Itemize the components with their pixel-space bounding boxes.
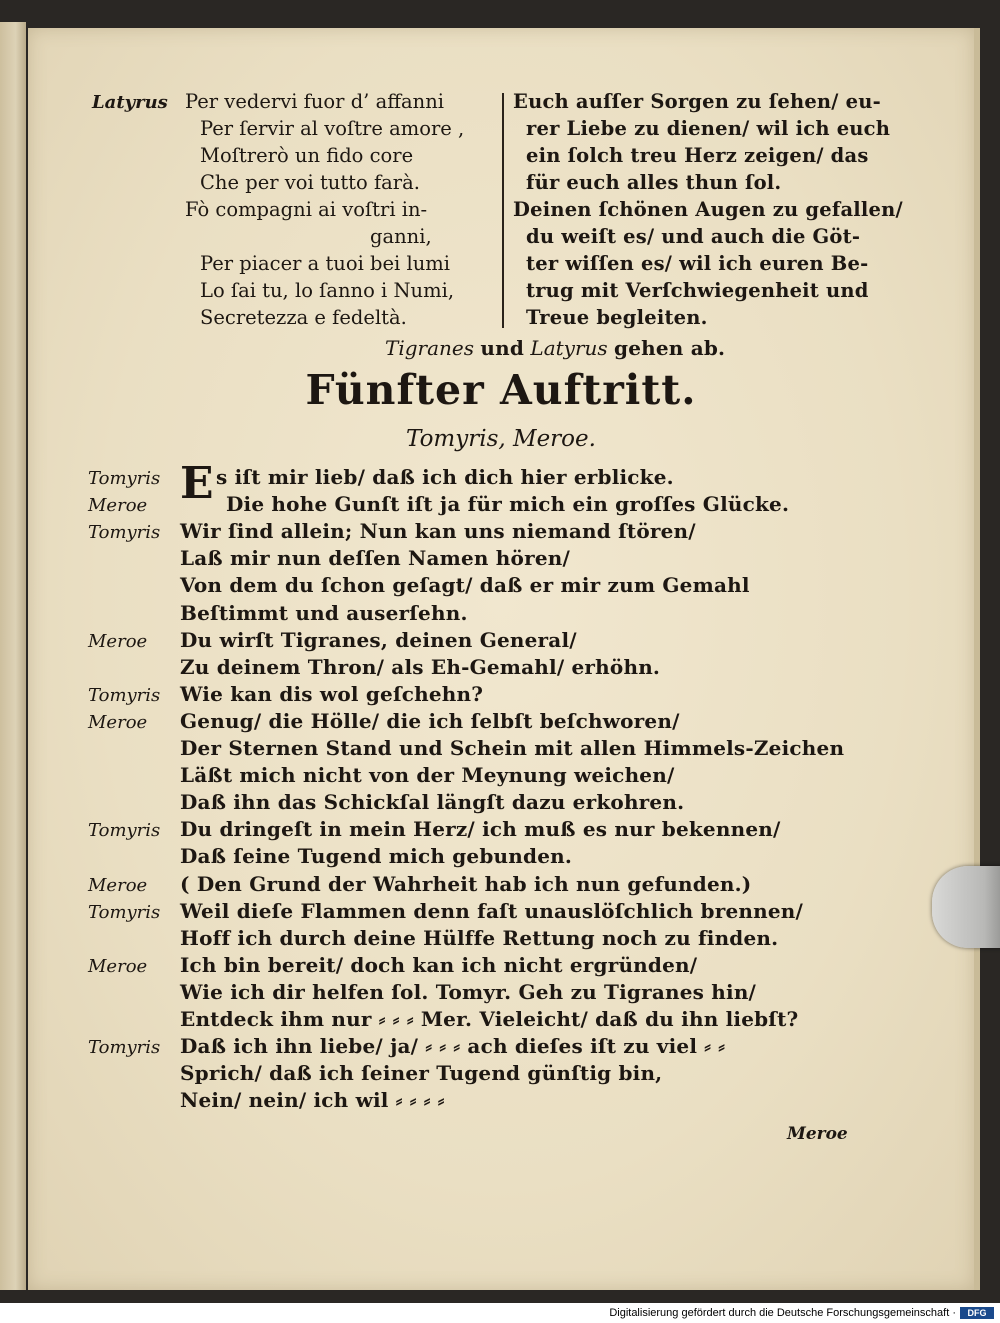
dialogue-line: Du wirſt Tigranes, deinen General/ [180,627,577,652]
german-line-8: trug mit Verſchwiegenheit und [526,279,869,302]
italian-line-3: Moſtrerò un fido core [200,144,414,167]
column-rule [502,93,504,328]
dialogue-line: Genug/ die Hölle/ die ich ſelbſt beſchworen/ [180,708,680,733]
catchword: Meroe [787,1124,848,1144]
stage-direction [385,336,725,360]
scene-title: Fünfter Auftritt. [305,366,697,414]
speaker-label: Tomyris [88,684,161,706]
dialogue-line: Läßt mich nicht von der Meynung weichen/ [180,763,675,788]
dialogue-line: Daß ihn das Schickſal längſt dazu erkohren. [180,790,685,815]
dialogue-line: Du dringeſt in mein Herz/ ich muß es nur bekennen/ [180,817,781,842]
dialogue-line: Der Sternen Stand und Schein mit allen Himmels-Zeichen [180,736,845,760]
stage-direction-und: und [480,336,525,360]
stage-direction-verb: gehen ab. [614,336,726,360]
dialogue-line: Nein/ nein/ ich wil ⸗ ⸗ ⸗ ⸗ [180,1088,445,1113]
speaker-latyrus: Latyrus [92,92,168,113]
dialogue-line: Wie ich dir helfen ſol. Tomyr. Geh zu Tigranes hin/ [180,979,757,1004]
speaker-label: Tomyris [88,901,161,923]
dialogue-line: Daß ich ihn liebe/ ja/ ⸗ ⸗ ⸗ ach dieſes iſt zu viel ⸗ ⸗ [180,1034,726,1059]
stage-direction-name-1: Tigranes [385,336,475,360]
italian-line-2: Per ſervir al voſtre amore , [200,117,465,140]
german-line-7: ter wiſſen es/ wil ich euren Be- [526,252,869,275]
speaker-label: Tomyris [88,1037,161,1059]
italian-line-9: Secretezza e fedeltà. [200,306,407,329]
speaker-label: Meroe [88,955,148,977]
dialogue-line: Von dem du ſchon geſagt/ daß er mir zum Gemahl [180,573,750,598]
italian-line-5: Fò compagni ai voſtri in- [185,198,428,221]
german-line-6: du weiſt es/ und auch die Göt- [526,225,861,248]
dialogue-line: Wie kan dis wol geſchehn? [180,681,484,706]
right-page-edge [974,28,980,1290]
speaker-label: Meroe [88,630,148,652]
dialogue-line: Sprich/ daß ich ſeiner Tugend günſtig bin, [180,1061,663,1086]
speaker-label: Tomyris [88,820,161,842]
scene-persons: Tomyris, Meroe. [406,426,596,452]
decorated-initial: E [180,458,214,509]
german-line-4: für euch alles thun ſol. [526,171,782,194]
german-line-5: Deinen ſchönen Augen zu gefallen/ [513,198,903,221]
speaker-label: Meroe [88,495,148,517]
dialogue-line: Laß mir nun deſſen Namen hören/ [180,546,570,571]
dialogue-line: Hoff ich durch deine Hülffe Rettung noch zu finden. [180,925,779,950]
speaker-label: Meroe [88,874,148,896]
dialogue-line: s iſt mir lieb/ daß ich dich hier erblicke. [216,465,674,489]
dialogue-line: Die hohe Gunſt iſt ja für mich ein groſſes Glücke. [226,492,790,517]
dialogue-line: Wir ſind allein; Nun kan uns niemand ſtören/ [180,519,696,544]
dialogue-line: Zu deinem Thron/ als Eh-Gemahl/ erhöhn. [180,654,661,679]
speaker-label: Tomyris [88,468,161,489]
italian-line-8: Lo ſai tu, lo ſanno i Numi, [200,279,455,302]
german-line-2: rer Liebe zu dienen/ wil ich euch [526,117,891,140]
dialogue-line: Weil dieſe Flammen denn faſt unauslöſchlich brennen/ [180,898,804,923]
dialogue-line: Ich bin bereit/ doch kan ich nicht ergründen/ [180,952,698,977]
italian-line-7: Per piacer a tuoi bei lumi [200,252,451,275]
italian-line-1: Per vedervi fuor d’ affanni [185,90,445,113]
german-line-1: Euch auſſer Sorgen zu ſehen/ eu- [513,90,881,113]
german-line-9: Treue begleiten. [526,306,708,329]
dialogue-line: ( Den Grund der Wahrheit hab ich nun gefunden.) [180,871,752,896]
dialogue-line: Daß ſeine Tugend mich gebunden. [180,844,573,869]
dialogue-line: Beſtimmt und auserſehn. [180,600,468,625]
italian-line-6: ganni, [370,225,432,248]
stage-direction-name-2: Latyrus [530,336,608,360]
dialogue-line: Entdeck ihm nur ⸗ ⸗ ⸗ Mer. Vieleicht/ daß du ihn liebſt? [180,1007,799,1031]
left-page-edge [0,22,26,1290]
dfg-logo-icon: DFG [960,1307,994,1319]
footer-bar [0,1303,1000,1323]
speaker-label: Tomyris [88,522,161,544]
footer-credit: Digitalisierung gefördert durch die Deutsche Forschungsgemeinschaft · [609,1307,956,1319]
page-turn-tab[interactable] [932,866,1000,948]
book-page [28,28,974,1290]
speaker-label: Meroe [88,711,148,733]
italian-line-4: Che per voi tutto farà. [200,171,420,194]
german-line-3: ein ſolch treu Herz zeigen/ das [526,144,869,167]
